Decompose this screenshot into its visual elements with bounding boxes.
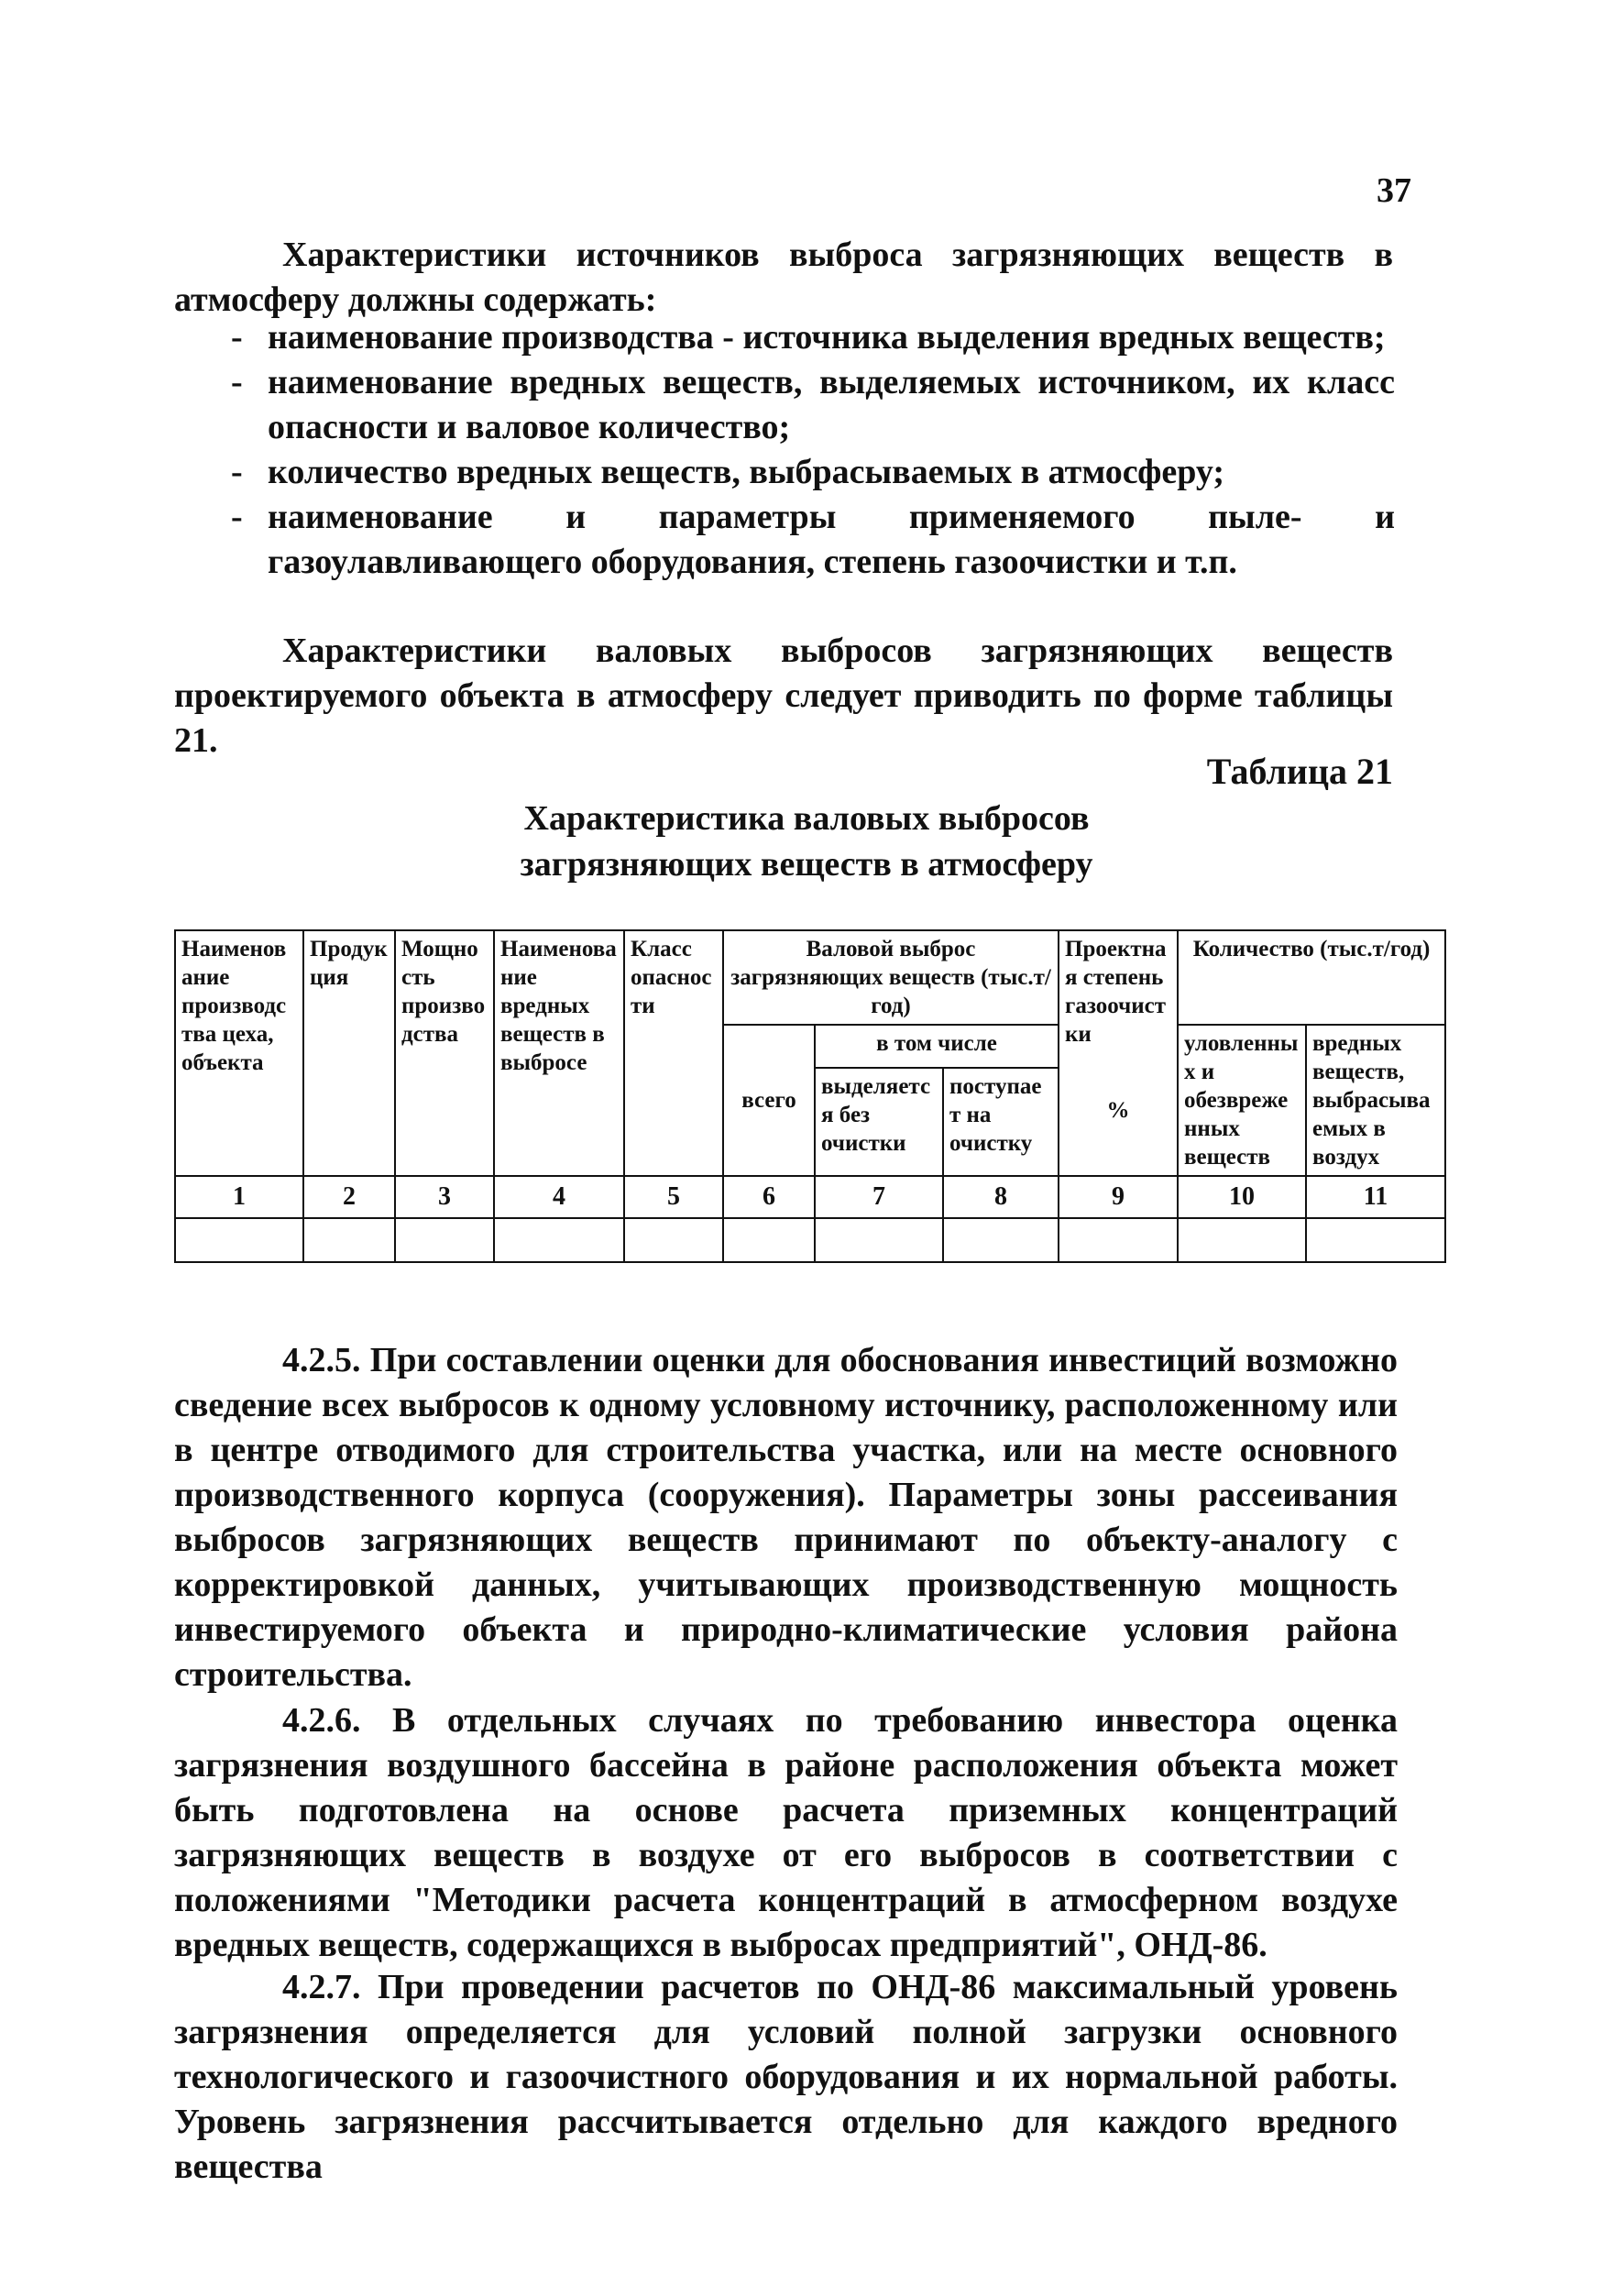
header-cleaning-degree-label: Проектная степень газоочистки bbox=[1065, 937, 1167, 1047]
table-cell bbox=[494, 1218, 624, 1262]
header-emitted: вредных веществ, выбрасываемых в воздух bbox=[1306, 1025, 1445, 1176]
column-number: 10 bbox=[1178, 1176, 1306, 1218]
header-substances: Наименование вредных веществ в выбросе bbox=[494, 930, 624, 1176]
column-number: 6 bbox=[723, 1176, 815, 1218]
table-cell bbox=[943, 1218, 1059, 1262]
header-captured: уловленных и обезвреженных веществ bbox=[1178, 1025, 1306, 1176]
list-item: - наименование и параметры применяемого пыле- и газоулавливающего оборудования, степень газоочистки и т.п. bbox=[268, 495, 1395, 585]
emissions-table bbox=[174, 929, 1446, 1263]
table-cell bbox=[723, 1218, 815, 1262]
header-including: в том числе bbox=[815, 1025, 1059, 1068]
header-total: всего bbox=[723, 1025, 815, 1176]
column-number: 5 bbox=[624, 1176, 723, 1218]
header-cleaning-degree-unit: % bbox=[1106, 1098, 1130, 1123]
header-no-cleaning: выделяется без очистки bbox=[815, 1068, 943, 1176]
table-cell bbox=[1306, 1218, 1445, 1262]
table-cell bbox=[815, 1218, 943, 1262]
table-cell bbox=[624, 1218, 723, 1262]
header-to-cleaning: поступает на очистку bbox=[943, 1068, 1059, 1176]
column-number: 9 bbox=[1059, 1176, 1178, 1218]
column-number: 4 bbox=[494, 1176, 624, 1218]
intro-paragraph: Характеристики источников выброса загрязняющих веществ в атмосферу должны содержать: bbox=[174, 236, 1393, 319]
table-title-line: Характеристика валовых выбросов bbox=[523, 799, 1090, 838]
column-number: 3 bbox=[395, 1176, 494, 1218]
header-cleaning-degree bbox=[1059, 930, 1178, 1176]
list-item: - наименование вредных веществ, выделяемых источником, их класс опасности и валовое количество; bbox=[268, 360, 1395, 450]
column-number-row bbox=[175, 1176, 1445, 1218]
column-number: 11 bbox=[1306, 1176, 1445, 1218]
requirements-list bbox=[268, 315, 1395, 585]
list-item: - наименование производства - источника выделения вредных веществ; bbox=[268, 315, 1395, 360]
column-number: 2 bbox=[303, 1176, 395, 1218]
column-number: 7 bbox=[815, 1176, 943, 1218]
list-item: - количество вредных веществ, выбрасываемых в атмосферу; bbox=[268, 450, 1395, 495]
header-quantity: Количество (тыс.т/год) bbox=[1178, 930, 1445, 1025]
table-cell bbox=[175, 1218, 303, 1262]
column-number: 8 bbox=[943, 1176, 1059, 1218]
table-reference-paragraph: Характеристики валовых выбросов загрязняющих веществ проектируемого объекта в атмосферу следует приводить по форме таблицы 21. bbox=[174, 632, 1393, 760]
table-cell bbox=[303, 1218, 395, 1262]
table-cell bbox=[395, 1218, 494, 1262]
section-4-2-6: 4.2.6. В отдельных случаях по требованию инвестора оценка загрязнения воздушного бассейна в районе расположения объекта может быть подготовлена на основе расчета приземных концентраций загрязняющих веществ в воздухе от его выбросов в соответствии с положениями "Методики расчета концентраций в атмосферном воздухе вредных веществ, содержащихся в выбросах предприятий", ОНД-86. bbox=[174, 1701, 1398, 1964]
section-4-2-7: 4.2.7. При проведении расчетов по ОНД-86 максимальный уровень загрязнения определяется для условий полной загрузки основного технологического и газоочистного оборудования и их нормальной работы. Уровень загрязнения рассчитывается отдельно для каждого вредного вещества bbox=[174, 1968, 1398, 2186]
table-cell bbox=[1059, 1218, 1178, 1262]
table-label: Таблица 21 bbox=[1206, 751, 1393, 792]
page-number: 37 bbox=[1377, 171, 1411, 210]
column-number: 1 bbox=[175, 1176, 303, 1218]
section-4-2-5: 4.2.5. При составлении оценки для обоснования инвестиций возможно сведение всех выбросов к одному условному источнику, расположенному или в центре отводимого для строительства участка, или на месте основного производственного корпуса (сооружения). Параметры зоны рассеивания выбросов загрязняющих веществ принимают по объекту-аналогу с корректировкой данных, учитывающих производственную мощность инвестируемого объекта и природно-климатические условия района строительства. bbox=[174, 1341, 1398, 1694]
table-row bbox=[175, 1218, 1445, 1262]
table-title-line: загрязняющих веществ в атмосферу bbox=[520, 845, 1093, 884]
header-names: Наименование производства цеха, объекта bbox=[175, 930, 303, 1176]
header-product: Продукция bbox=[303, 930, 395, 1176]
header-capacity: Мощность производства bbox=[395, 930, 494, 1176]
header-gross-emission: Валовой выброс загрязняющих веществ (тыс.т/год) bbox=[723, 930, 1059, 1025]
header-hazard-class: Класс опасности bbox=[624, 930, 723, 1176]
table-title bbox=[367, 796, 1246, 887]
table-cell bbox=[1178, 1218, 1306, 1262]
